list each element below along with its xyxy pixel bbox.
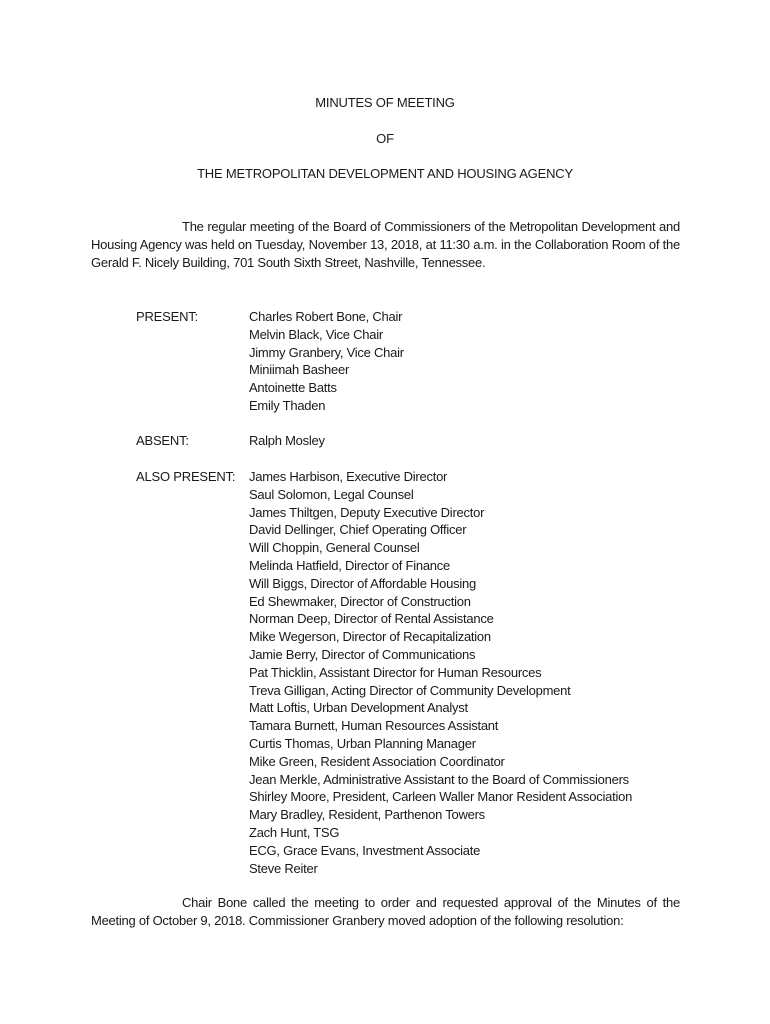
attendee-name: Jamie Berry, Director of Communications xyxy=(249,646,476,662)
attendee-name: Mary Bradley, Resident, Parthenon Towers xyxy=(249,807,485,823)
intro-paragraph xyxy=(91,218,680,272)
also-present-list xyxy=(249,468,632,877)
attendee-name: Jean Merkle, Administrative Assistant to the Board of Commissioners xyxy=(249,771,629,787)
attendee-name: Melinda Hatfield, Director of Finance xyxy=(249,557,451,573)
attendee-name: James Thiltgen, Deputy Executive Director xyxy=(249,504,485,520)
present-label: PRESENT: xyxy=(136,309,198,324)
attendee-name: James Harbison, Executive Director xyxy=(249,469,448,484)
attendee-name: Tamara Burnett, Human Resources Assistant xyxy=(249,718,499,734)
agency-name-heading: THE METROPOLITAN DEVELOPMENT AND HOUSING AGENCY xyxy=(197,166,573,181)
document-title-of: OF xyxy=(376,131,394,146)
also-present-label: ALSO PRESENT: xyxy=(136,469,236,484)
attendee-name: Ed Shewmaker, Director of Construction xyxy=(249,593,471,609)
attendee-name: Will Choppin, General Counsel xyxy=(249,540,420,556)
attendee-name: David Dellinger, Chief Operating Officer xyxy=(249,522,467,538)
attendee-name: ECG, Grace Evans, Investment Associate xyxy=(249,842,481,858)
attendee-name: Steve Reiter xyxy=(249,860,318,876)
closing-text: Chair Bone called the meeting to order and requested approval of the Minutes of the Meeting of October 9, 2018. Commissioner Granbery moved adoption of the following resolution: xyxy=(91,895,680,928)
attendee-name: Jimmy Granbery, Vice Chair xyxy=(249,344,404,360)
attendee-name: Curtis Thomas, Urban Planning Manager xyxy=(249,735,476,751)
attendee-name: Norman Deep, Director of Rental Assistance xyxy=(249,611,494,627)
present-list xyxy=(249,308,404,415)
attendee-name: Emily Thaden xyxy=(249,397,326,413)
attendee-name: Melvin Black, Vice Chair xyxy=(249,326,383,342)
attendee-name: Ralph Mosley xyxy=(249,433,325,448)
attendee-name: Mike Green, Resident Association Coordinator xyxy=(249,753,505,769)
absent-label: ABSENT: xyxy=(136,433,189,448)
attendee-name: Mike Wegerson, Director of Recapitalization xyxy=(249,629,491,645)
attendee-name: Shirley Moore, President, Carleen Waller Manor Resident Association xyxy=(249,789,633,805)
attendee-name: Charles Robert Bone, Chair xyxy=(249,309,403,324)
document-title: MINUTES OF MEETING xyxy=(315,95,455,110)
attendee-name: Pat Thicklin, Assistant Director for Human Resources xyxy=(249,664,542,680)
attendee-name: Miniimah Basheer xyxy=(249,362,350,378)
attendee-name: Matt Loftis, Urban Development Analyst xyxy=(249,700,468,716)
attendee-name: Antoinette Batts xyxy=(249,380,337,396)
attendee-name: Zach Hunt, TSG xyxy=(249,824,340,840)
closing-paragraph xyxy=(91,894,680,930)
attendee-name: Treva Gilligan, Acting Director of Community Development xyxy=(249,682,571,698)
absent-list xyxy=(249,432,325,450)
attendee-name: Will Biggs, Director of Affordable Housing xyxy=(249,575,476,591)
intro-text: The regular meeting of the Board of Commissioners of the Metropolitan Development and Housing Agency was held on Tuesday, November 13, 2018, at 11:30 a.m. in the Collaboration Room of the Gerald F. Nicely Building, 701 South Sixth Street, Nashville, Tennessee. xyxy=(91,219,680,270)
attendee-name: Saul Solomon, Legal Counsel xyxy=(249,486,414,502)
